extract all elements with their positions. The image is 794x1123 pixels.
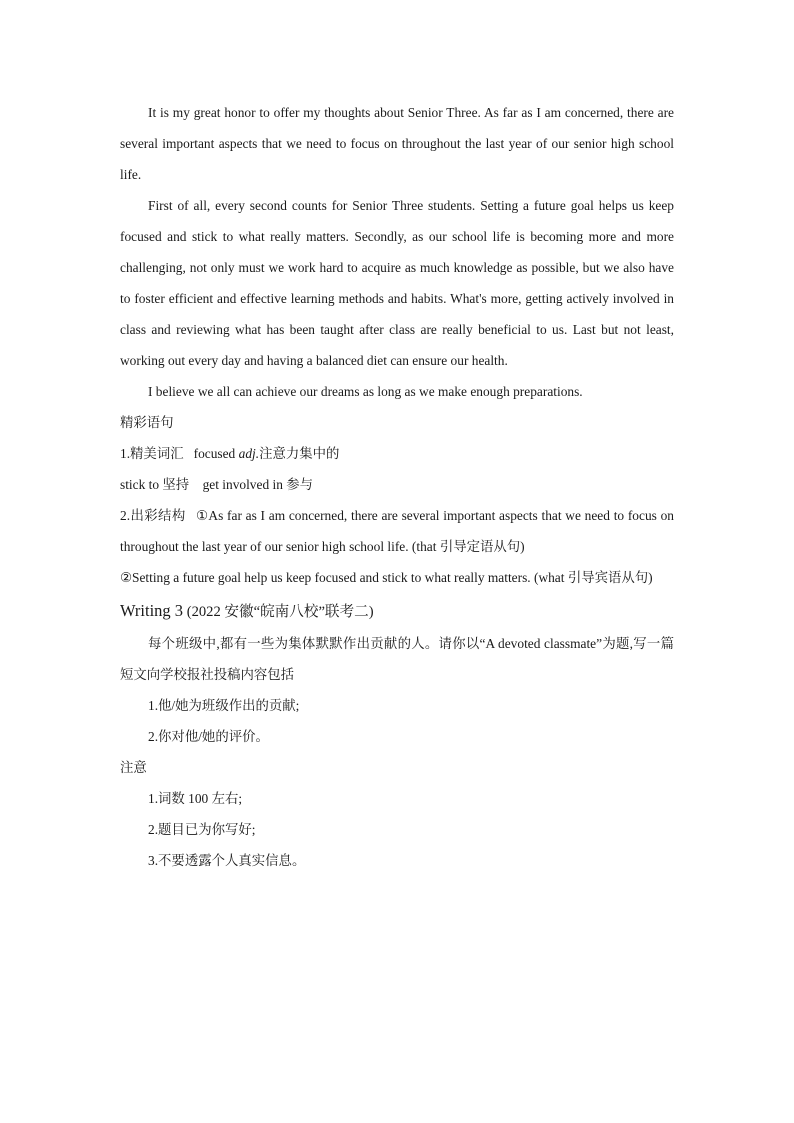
vocab-label: 1.精美词汇 <box>120 446 184 461</box>
writing3-item-1: 1.他/她为班级作出的贡献; <box>148 698 300 713</box>
writing3-note-1: 1.词数 100 左右; <box>148 791 243 806</box>
essay-paragraph-1: It is my great honor to offer my thoughts about Senior Three. As far as I am concerned, there are several important aspects that we need to focus on throughout the last year of our senior high school life. <box>120 105 674 182</box>
document-page <box>120 97 674 876</box>
vocab-line-1 <box>120 438 674 469</box>
writing3-note-label: 注意 <box>120 760 147 775</box>
writing3-heading <box>120 595 674 628</box>
writing3-note-2: 2.题目已为你写好; <box>148 822 256 837</box>
structure-label: 2.出彩结构 <box>120 508 186 523</box>
vocab-meaning: 注意力集中的 <box>259 446 340 461</box>
writing3-item-2: 2.你对他/她的评价。 <box>148 729 269 744</box>
writing3-source: (2022 安徽“皖南八校”联考二) <box>186 604 374 620</box>
vocab-line-2: stick to 坚持 get involved in 参与 <box>120 477 314 492</box>
writing3-note-3: 3.不要透露个人真实信息。 <box>148 853 306 868</box>
vocab-pos: adj. <box>238 446 260 461</box>
vocab-word: focused <box>193 446 236 461</box>
structure-sentence-1: ①As far as I am concerned, there are several important aspects that we need to focus on throughout the last year of our senior high school life. (that 引导定语从句) <box>120 508 674 554</box>
essay-paragraph-2: First of all, every second counts for Senior Three students. Setting a future goal helps us keep focused and stick to what really matters. Secondly, as our school life is becoming more and more challenging, not only must we work hard to acquire as much knowledge as possible, but we also have to foster efficient and effective learning methods and habits. What's more, getting actively involved in class and reviewing what has been taught after class are really beneficial to us. Last but not least, working out every day and having a balanced diet can ensure our health. <box>120 198 674 368</box>
highlights-title: 精彩语句 <box>120 415 174 430</box>
writing3-prompt: 每个班级中,都有一些为集体默默作出贡献的人。请你以“A devoted classmate”为题,写一篇短文向学校报社投稿内容包括 <box>120 636 674 682</box>
essay-paragraph-3: I believe we all can achieve our dreams as long as we make enough preparations. <box>148 384 583 399</box>
writing3-title: Writing 3 <box>120 601 184 620</box>
structure-sentence-2: ②Setting a future goal help us keep focused and stick to what really matters. (what 引导宾语从句) <box>120 570 653 585</box>
structure-line-1 <box>120 500 674 562</box>
